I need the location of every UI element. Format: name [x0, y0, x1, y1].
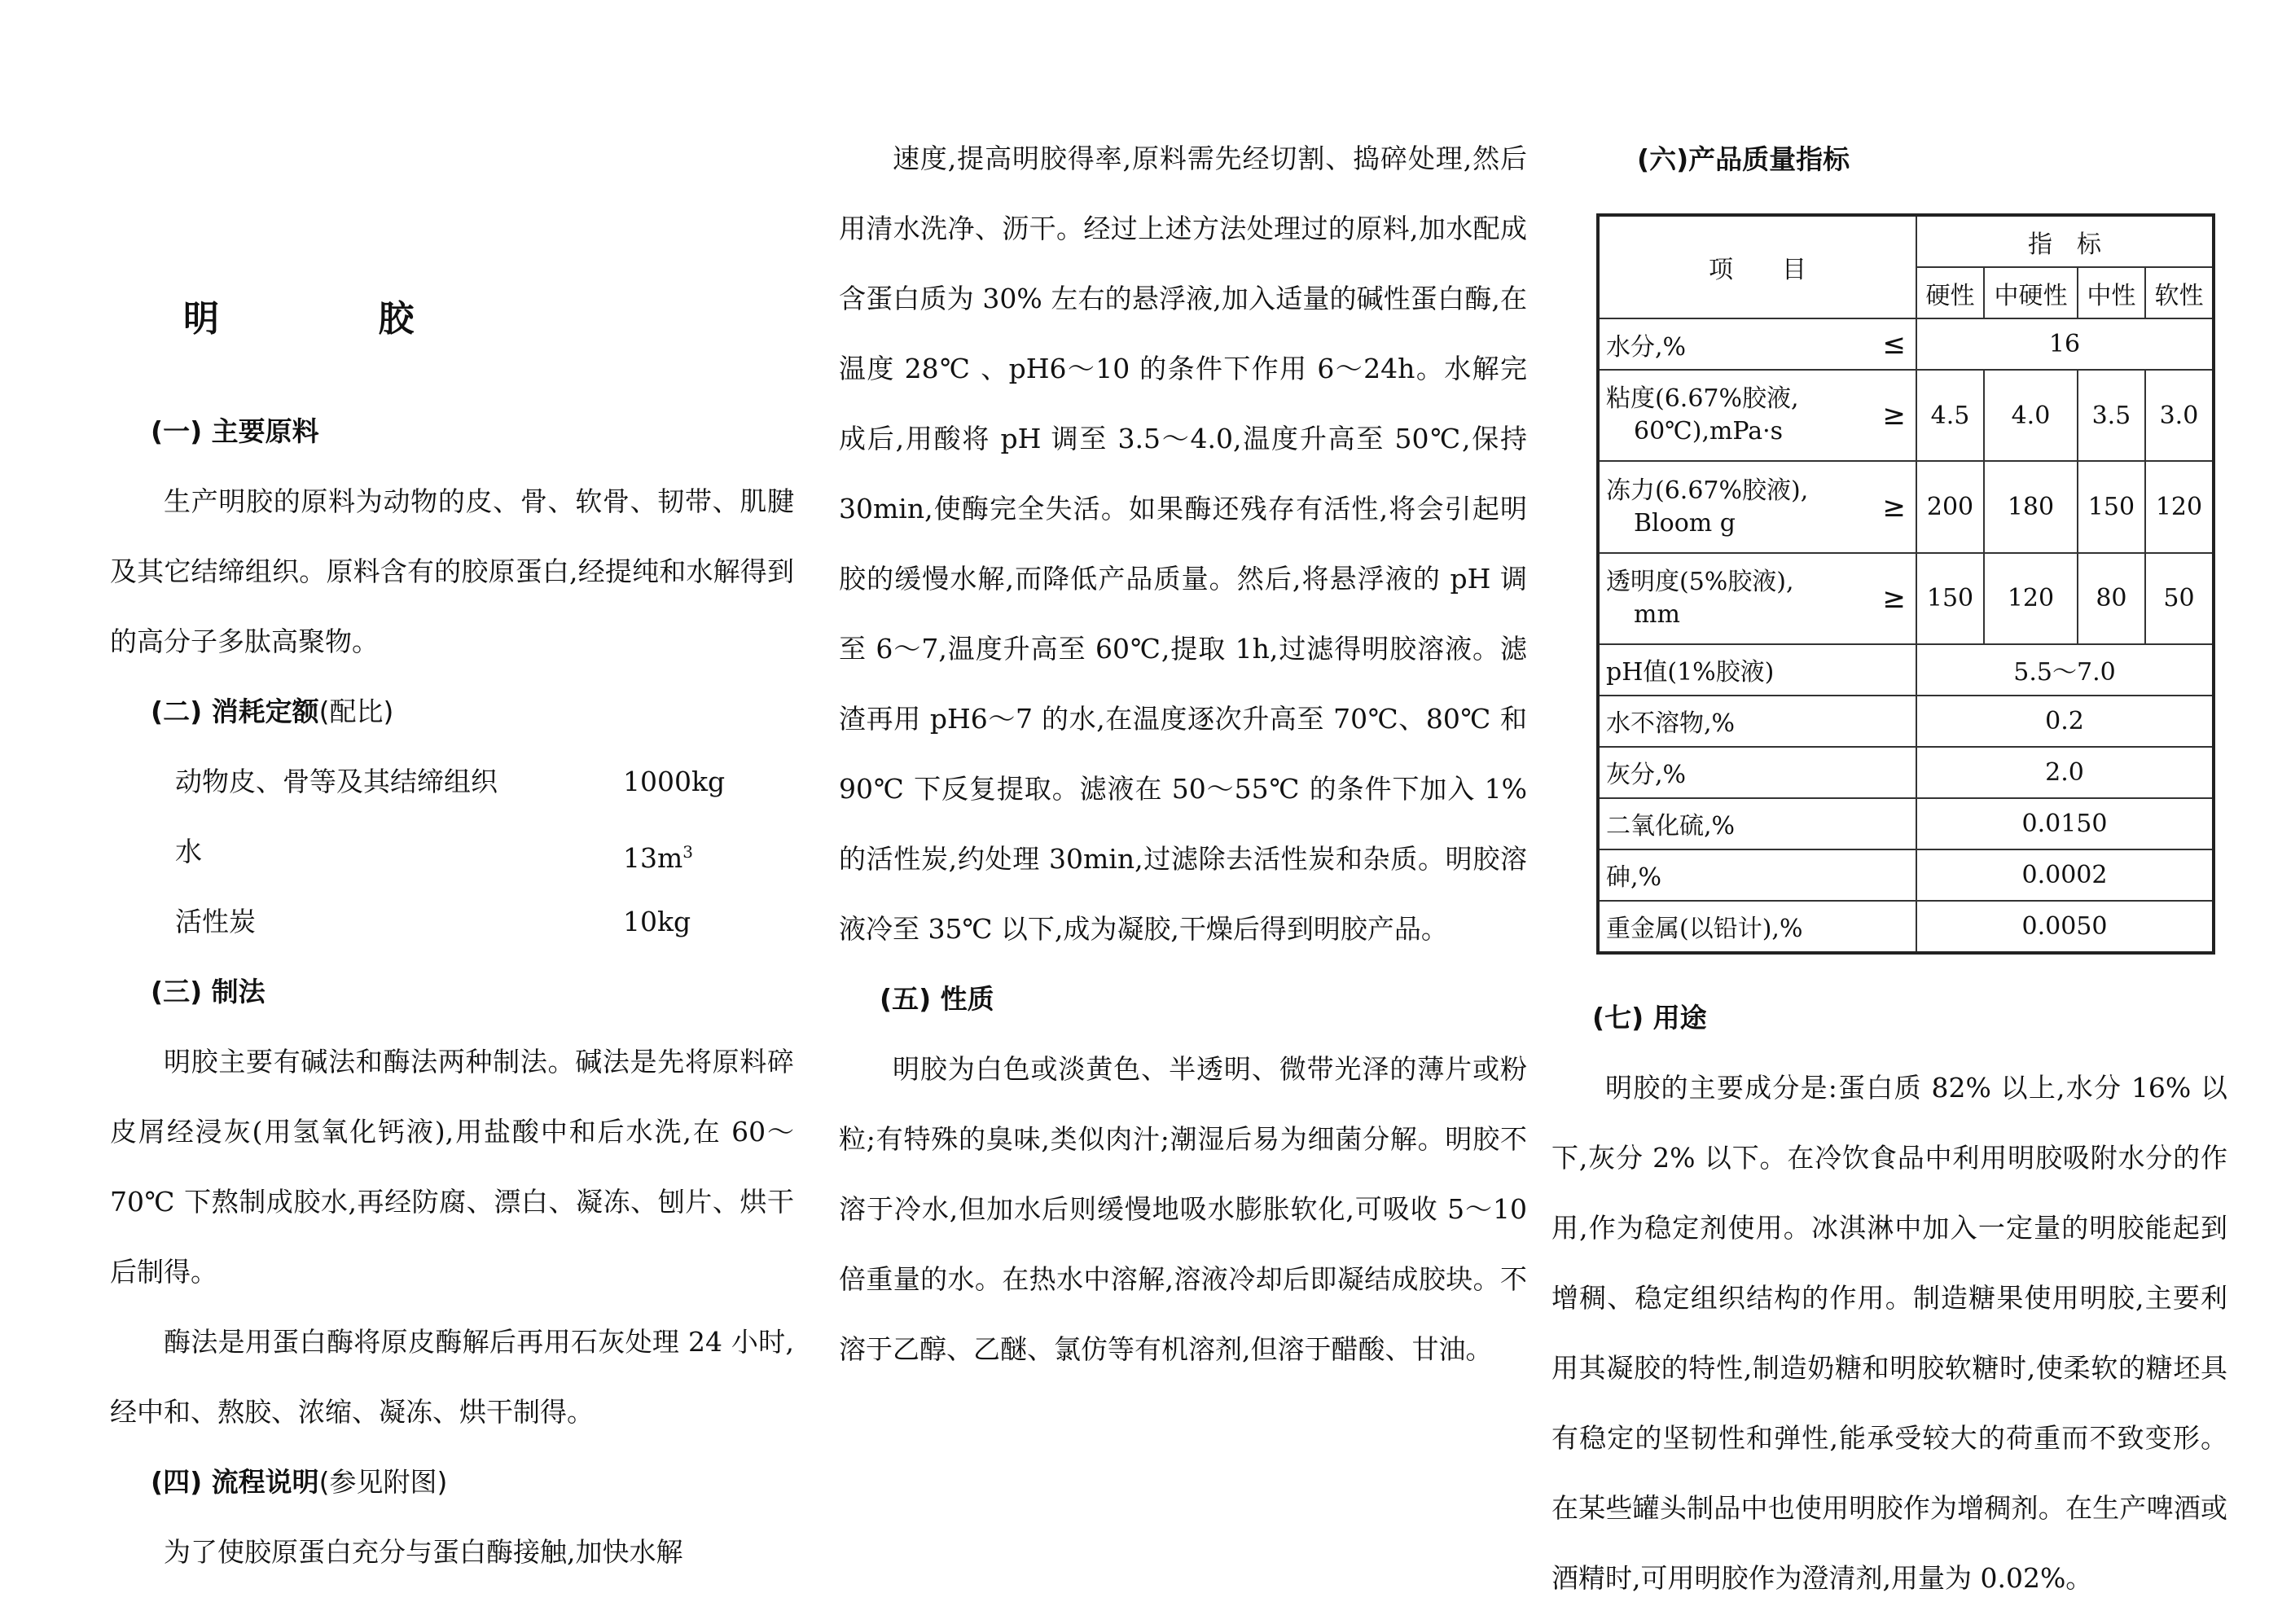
table-cell-value: 4.5	[1916, 370, 1984, 461]
consumption-value: 10kg	[623, 906, 691, 937]
table-cell-value: 50	[2145, 553, 2214, 644]
table-cell-value: 120	[2145, 461, 2214, 552]
table-header-grade: 硬性	[1916, 267, 1984, 318]
comparison-operator: ≥	[1882, 490, 1906, 524]
table-cell-value: 0.0150	[1916, 798, 2214, 849]
section-heading-quality: (六)产品质量指标	[1637, 143, 1850, 175]
table-header-grade: 软性	[2145, 267, 2214, 318]
table-row	[1598, 901, 2214, 953]
consumption-value: 1000kg	[623, 766, 726, 797]
consumption-value-base: 13m	[623, 842, 683, 874]
consumption-row	[110, 747, 794, 817]
heading-bold-text: (四) 流程说明	[151, 1466, 319, 1498]
table-cell-item	[1598, 553, 1916, 644]
comparison-operator: ≥	[1882, 399, 1906, 432]
section-heading-raw-materials: (一) 主要原料	[151, 415, 319, 447]
item-label: 透明度(5%胶液),	[1606, 567, 1794, 596]
section-heading-method: (三) 制法	[151, 976, 266, 1007]
table-row	[1598, 370, 2214, 461]
table-row	[1598, 461, 2214, 552]
table-header-index: 指 标	[1916, 215, 2214, 267]
consumption-item: 动物皮、骨等及其结缔组织	[175, 766, 498, 797]
table-cell-item: 砷,%	[1598, 849, 1916, 901]
section-heading-consumption	[151, 677, 794, 747]
table-cell-value: 2.0	[1916, 747, 2214, 798]
item-label-unit: 60℃),mPa·s	[1634, 417, 1784, 446]
consumption-value-sup: 3	[682, 842, 694, 862]
table-cell-value: 4.0	[1984, 370, 2078, 461]
section-heading-uses: (七) 用途	[1592, 1002, 1707, 1034]
table-row	[1598, 798, 2214, 849]
table-cell-value: 80	[2078, 553, 2145, 644]
paragraph-process-start: 为了使胶原蛋白充分与蛋白酶接触,加快水解	[164, 1536, 683, 1568]
table-cell-value: 120	[1984, 553, 2078, 644]
table-row	[1598, 553, 2214, 644]
table-cell-value: 150	[1916, 553, 1984, 644]
consumption-item: 水	[175, 836, 202, 867]
quality-spec-table	[1596, 213, 2215, 955]
heading-note-text: (参见附图)	[318, 1466, 448, 1498]
column-3	[1551, 983, 2227, 1613]
table-cell-value: 3.0	[2145, 370, 2214, 461]
comparison-operator: ≤	[1882, 327, 1906, 361]
consumption-item: 活性炭	[175, 906, 256, 937]
column-1	[110, 397, 794, 1587]
paragraph-alkali-method: 明胶主要有碱法和酶法两种制法。碱法是先将原料碎皮屑经浸灰(用氢氧化钙液),用盐酸中和后水洗,在 60～70℃ 下熬制成胶水,再经防腐、漂白、凝冻、刨片、烘干后制得。	[110, 1046, 794, 1288]
table-cell-item	[1598, 370, 1916, 461]
table-cell-item: 水不溶物,%	[1598, 696, 1916, 747]
consumption-value	[623, 817, 693, 893]
table-cell-value: 3.5	[2078, 370, 2145, 461]
paragraph-properties: 明胶为白色或淡黄色、半透明、微带光泽的薄片或粉粒;有特殊的臭味,类似肉汁;潮湿后易为细菌分解。明胶不溶于冷水,但加水后则缓慢地吸水膨胀软化,可吸收 5～10 倍重量的水。在热水中溶解,溶液冷却后即凝结成胶块。不溶于乙醇、乙醚、氯仿等有机溶剂,但溶于醋酸、甘油。	[839, 1053, 1527, 1365]
table-header-item: 项 目	[1598, 215, 1916, 318]
heading-bold-text: (二) 消耗定额	[151, 696, 319, 727]
consumption-row	[110, 887, 794, 957]
table-cell-item: 重金属(以铅计),%	[1598, 901, 1916, 953]
table-cell-value: 0.0050	[1916, 901, 2214, 953]
page-title: 明 胶	[183, 298, 488, 340]
section-heading-process	[151, 1447, 794, 1517]
table-cell-value: 5.5～7.0	[1916, 644, 2214, 696]
table-cell-value: 0.2	[1916, 696, 2214, 747]
item-label: 水分,%	[1606, 332, 1687, 362]
table-row	[1598, 747, 2214, 798]
table-cell-value: 200	[1916, 461, 1984, 552]
table-cell-value: 0.0002	[1916, 849, 2214, 901]
section-heading-properties: (五) 性质	[880, 983, 994, 1015]
item-label: 粘度(6.67%胶液,	[1606, 384, 1799, 414]
table-header-grade: 中硬性	[1984, 267, 2078, 318]
table-cell-item	[1598, 318, 1916, 370]
item-label-unit: Bloom g	[1634, 508, 1736, 538]
consumption-row	[110, 817, 794, 887]
paragraph-enzyme-method: 酶法是用蛋白酶将原皮酶解后再用石灰处理 24 小时,经中和、熬胶、浓缩、凝冻、烘干制得。	[110, 1326, 794, 1428]
table-cell-item: pH值(1%胶液)	[1598, 644, 1916, 696]
table-cell-item	[1598, 461, 1916, 552]
heading-note-text: (配比)	[318, 696, 394, 727]
table-row	[1598, 318, 2214, 370]
table-header-row	[1598, 215, 2214, 267]
table-cell-value: 180	[1984, 461, 2078, 552]
table-row	[1598, 696, 2214, 747]
comparison-operator: ≥	[1882, 582, 1906, 615]
item-label-unit: mm	[1634, 599, 1680, 629]
table-row	[1598, 849, 2214, 901]
table-cell-item: 二氧化硫,%	[1598, 798, 1916, 849]
table-cell-value: 16	[1916, 318, 2214, 370]
table-header-grade: 中性	[2078, 267, 2145, 318]
table-row	[1598, 644, 2214, 696]
column-2	[839, 124, 1527, 1385]
table-cell-item: 灰分,%	[1598, 747, 1916, 798]
table-cell-value: 150	[2078, 461, 2145, 552]
item-label: 冻力(6.67%胶液),	[1606, 476, 1809, 505]
paragraph-uses: 明胶的主要成分是:蛋白质 82% 以上,水分 16% 以下,灰分 2% 以下。在冷饮食品中利用明胶吸附水分的作用,作为稳定剂使用。冰淇淋中加入一定量的明胶能起到增稠、稳定组织结构的作用。制造糖果使用明胶,主要利用其凝胶的特性,制造奶糖和明胶软糖时,使柔软的糖坯具有稳定的坚韧性和弹性,能承受较大的荷重而不致变形。在某些罐头制品中也使用明胶作为增稠剂。在生产啤酒或酒精时,可用明胶作为澄清剂,用量为 0.02%。	[1551, 1072, 2227, 1594]
paragraph-raw-materials: 生产明胶的原料为动物的皮、骨、软骨、韧带、肌腱及其它结缔组织。原料含有的胶原蛋白,经提纯和水解得到的高分子多肽高聚物。	[110, 485, 794, 657]
paragraph-process-continued: 速度,提高明胶得率,原料需先经切割、捣碎处理,然后用清水洗净、沥干。经过上述方法处理过的原料,加水配成含蛋白质为 30% 左右的悬浮液,加入适量的碱性蛋白酶,在温度 28℃ 、pH6～10 的条件下作用 6～24h。水解完成后,用酸将 pH 调至 3.5～4.0,温度升高至 50℃,保持 30min,使酶完全失活。如果酶还残存有活性,将会引起明胶的缓慢水解,而降低产品质量。然后,将悬浮液的 pH 调至 6～7,温度升高至 60℃,提取 1h,过滤得明胶溶液。滤渣再用 pH6～7 的水,在温度逐次升高至 70℃、80℃ 和 90℃ 下反复提取。滤液在 50～55℃ 的条件下加入 1% 的活性炭,约处理 30min,过滤除去活性炭和杂质。明胶溶液冷至 35℃ 以下,成为凝胶,干燥后得到明胶产品。	[839, 143, 1527, 945]
